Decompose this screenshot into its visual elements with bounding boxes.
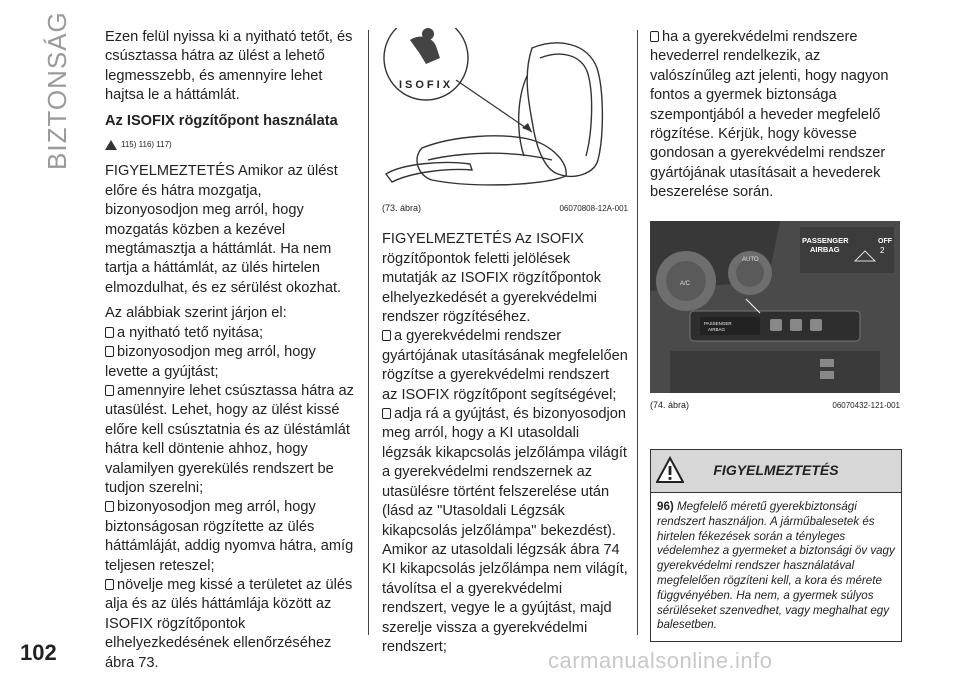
isofix-marking-paragraph: FIGYELMEZTETÉS Az ISOFIX rögzítőpontok feletti jelölések mutatják az ISOFIX rögzítőpontok elhelyezkedését a gyerekvédelmi rendszer rögzítéséhez.	[382, 231, 602, 326]
column-1	[105, 28, 355, 673]
list-item: a nyitható tető nyitása;	[105, 324, 355, 343]
warning-title: FIGYELMEZTETÉS	[713, 462, 839, 479]
column-divider-1	[368, 30, 369, 635]
warning-text: Megfelelő méretű gyerekbiztonsági rendszert használjon. A járműbalesetek és hirtelen fékezések során a tényleges védelemhez a gyermeket a biztonsági öv vagy gyerekvédelmi rendszer használatával megfelelően rögzíteni kell, a kora és mérete függvényében. Ha nem, a gyermek súlyos sérüléseket szenvedhet, vagy meghalhat egy balesetben.	[657, 500, 895, 632]
figure-74-image	[650, 221, 900, 393]
figure-73-image	[382, 28, 628, 196]
watermark: carmanualsonline.info	[548, 648, 773, 673]
passenger-label: PASSENGER	[802, 235, 849, 245]
column-3	[650, 28, 900, 642]
column-divider-2	[637, 30, 638, 635]
list-item: adja rá a gyújtást, és bizonyosodjon meg arról, hogy a KI utasoldali légzsák kikapcsolás jelzőlámpa világít a gyerekvédelmi rendszernek az utasülésre történt felszerelése után (lásd az "Utasoldali Légzsák kikapcsolás jelzőlámpa" bekezdést). Amikor az utasoldali légzsák ábra 74 KI kikapcsolás jelzőlámpa nem világít, távolítsa el a gyerekvédelmi rendszert, vegye le a gyújtást, majd szerelje vissza a gyerekvédelmi rendszert;	[382, 406, 628, 655]
bullet-icon	[105, 385, 114, 396]
warning-box	[650, 449, 902, 642]
warning-triangle-icon	[105, 140, 117, 150]
list-item: növelje meg kissé a területet az ülés alja és az ülés háttámlája között az ISOFIX rögzítőpontok elhelyezkedésének ellenőrzéséhez ábra 73.	[105, 576, 353, 671]
column-2	[382, 28, 628, 657]
section-side-label-text: BIZTONSÁG	[42, 11, 72, 170]
list-item: ha a gyerekvédelmi rendszere hevederrel rendelkezik, az valószínűleg azt jelenti, hogy nagyon fontos a gyermek biztonsága szempontjából a heveder megfelelő rögzítése. Kérjük, hogy kövesse gondosan a gyerekvédelmi rendszer gyártójának utasításait a hevederek beszerelése során.	[650, 29, 889, 201]
seat-isofix-illustration	[382, 28, 628, 196]
dashboard-photo	[650, 221, 900, 393]
list-item: bizonyosodjon meg arról, hogy levette a gyújtást;	[105, 344, 316, 380]
bullet-icon	[105, 501, 114, 512]
isofix-label: ISOFIX	[398, 79, 454, 91]
bullet-list-2	[382, 327, 628, 657]
warning-references	[105, 135, 355, 154]
warning-triangle-icon	[656, 456, 684, 484]
figure-73-number: (73. ábra)	[382, 203, 422, 213]
bullet-icon	[650, 31, 659, 42]
bullet-icon	[382, 408, 391, 419]
section-heading: Az ISOFIX rögzítőpont használata	[105, 112, 338, 129]
panel-passenger-label: PASSENGER	[704, 320, 732, 326]
warning-body	[651, 493, 901, 641]
bullet-list-1	[105, 324, 355, 673]
callout-number: 2	[880, 245, 885, 255]
bullet-icon	[105, 346, 114, 357]
ac-label: A/C	[680, 280, 691, 287]
list-item: a gyerekvédelmi rendszer gyártójának utasításának megfelelően rögzítse a gyerekvédelmi rendszert az ISOFIX rögzítőpont segítségével;	[382, 328, 628, 403]
panel-airbag-label: AIRBAG	[708, 326, 726, 332]
auto-label: AUTO	[742, 256, 759, 263]
figure-73	[382, 28, 628, 218]
bullet-list-3	[650, 28, 900, 203]
procedure-intro: Az alábbiak szerint járjon el:	[105, 305, 287, 322]
figure-74-caption	[650, 396, 900, 415]
list-item: bizonyosodjon meg arról, hogy biztonságosan rögzítette az ülés háttámláját, addig nyomva hátra, amíg teljesen reteszel;	[105, 499, 354, 574]
bullet-icon	[105, 579, 114, 590]
list-item: amennyire lehet csúsztassa hátra az utasülést. Lehet, hogy az ülést kissé előre kell csúsztatnia és az üléstámlát hátra kell döntenie ahhoz, hogy valamilyen gyerekülés rendszert be tudjon szerelni;	[105, 382, 354, 496]
bullet-icon	[382, 330, 391, 341]
intro-paragraph: Ezen felül nyissa ki a nyitható tetőt, és csúsztassa hátra az ülést a lehető legmesszebb, és amennyire lehet hajtsa le a háttámlát.	[105, 29, 353, 104]
page-number: 102	[20, 640, 57, 665]
warning-refs-text: 115) 116) 117)	[121, 140, 172, 150]
warning-paragraph: FIGYELMEZTETÉS Amikor az ülést előre és hátra mozgatja, bizonyosodjon meg arról, hogy mozgatás közben a kezével megtámasztja a háttámlát. Ha nem tartja a háttámlát, az ülés hirtelen elmozdulhat, és ez sérülést okozhat.	[105, 163, 342, 296]
figure-74-code: 06070432-121-001	[832, 400, 900, 410]
figure-73-code: 06070808-12A-001	[559, 204, 628, 213]
figure-73-caption	[382, 199, 628, 218]
warning-number: 96)	[657, 500, 674, 514]
figure-74-number: (74. ábra)	[650, 399, 690, 410]
bullet-icon	[105, 327, 114, 338]
section-side-label	[42, 11, 82, 170]
off-label: OFF	[878, 237, 892, 245]
airbag-label: AIRBAG	[810, 244, 840, 254]
warning-box-header	[651, 450, 901, 493]
